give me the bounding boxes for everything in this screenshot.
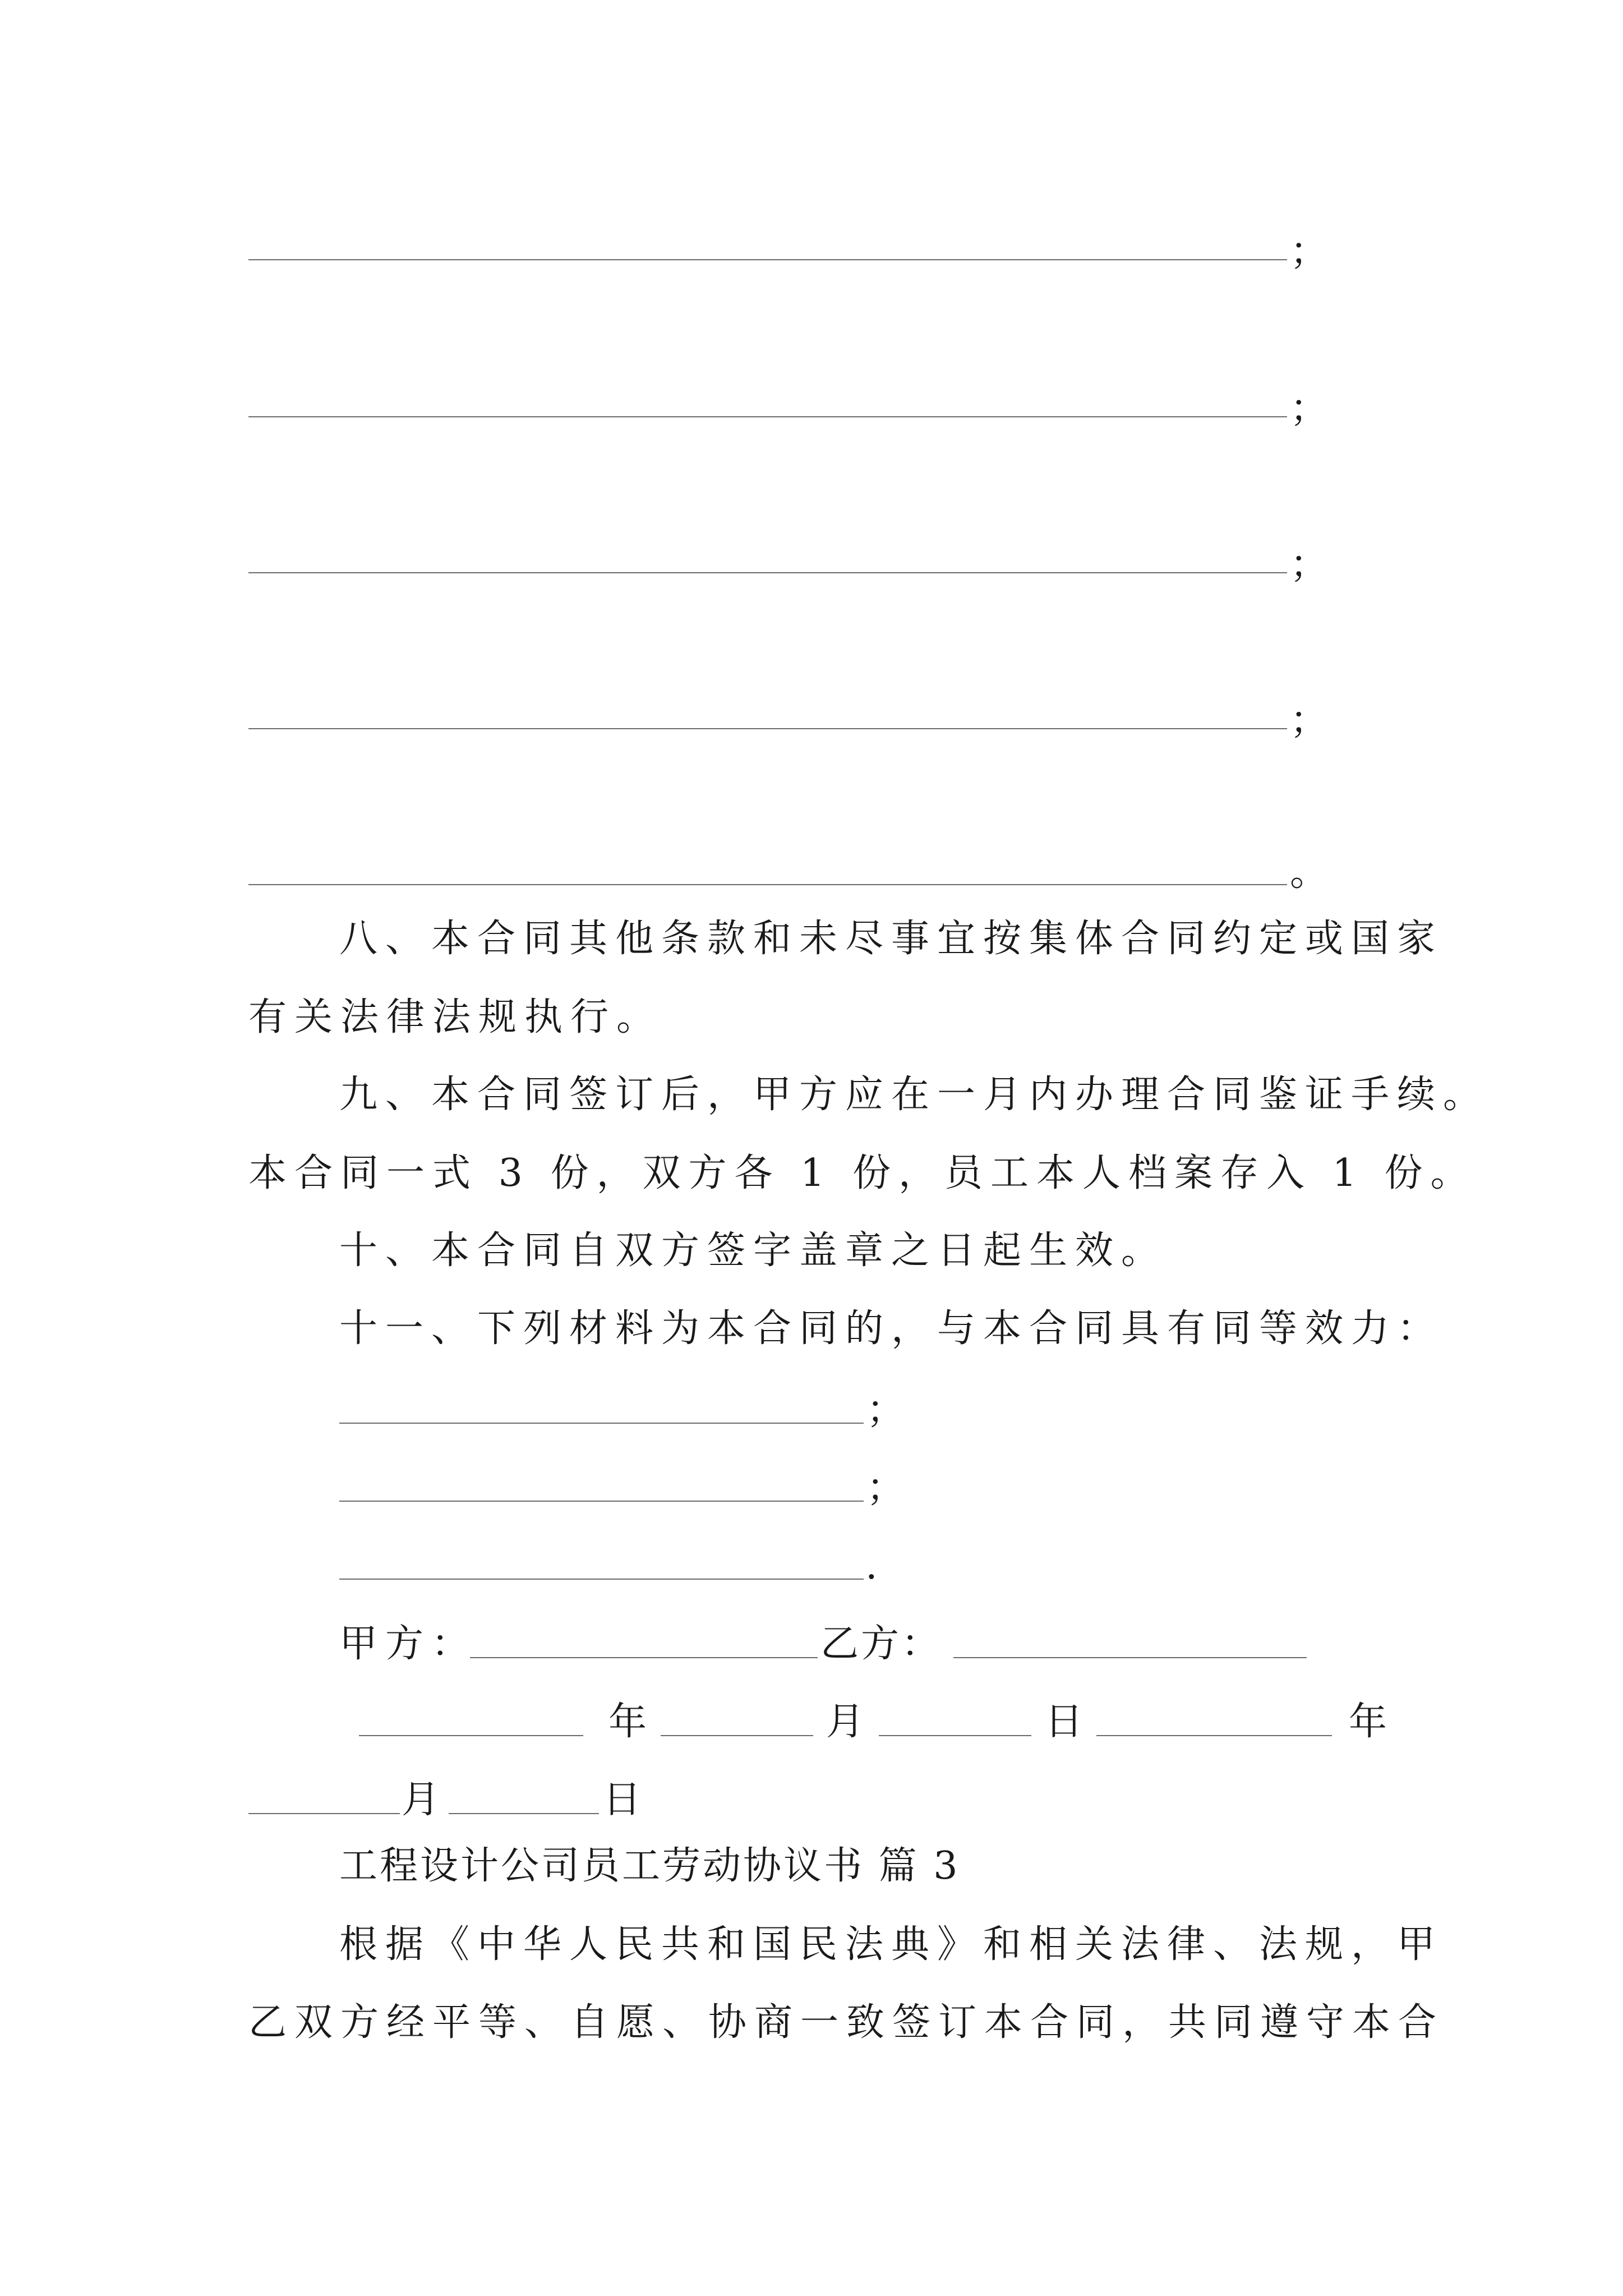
party-b-signature-line[interactable] [953,1657,1307,1658]
fill-line-2[interactable] [248,416,1287,417]
fill-line-3[interactable] [248,572,1287,573]
fill-line-4[interactable] [248,728,1287,729]
clause-9-line-2: 本合同一式 3 份，双方各 1 份，员工本人档案存入 1 份。 [248,1151,1477,1195]
party-a-day-label: 日 [1045,1700,1083,1744]
material-line-1-end: ； [866,1388,905,1432]
fill-line-5-end: 。 [1290,850,1329,895]
party-b-day-label: 日 [603,1778,642,1822]
party-b-month-label: 月 [402,1778,440,1822]
material-line-3-end: . [865,1544,878,1588]
party-b-day-line[interactable] [449,1813,599,1814]
fill-line-5[interactable] [248,884,1287,885]
party-a-day-line[interactable] [879,1735,1031,1736]
material-line-3[interactable] [339,1579,864,1580]
party-a-signature-line[interactable] [470,1657,818,1658]
clause-9-line-1: 九、本合同签订后，甲方应在一月内办理合同鉴证手续。 [339,1073,1490,1117]
party-a-label: 甲方： [339,1622,478,1666]
party-b-year-line[interactable] [1096,1735,1332,1736]
fill-line-1-end: ； [1290,229,1329,274]
party-a-year-line[interactable] [359,1735,583,1736]
party-a-year-label: 年 [608,1700,647,1744]
fill-line-4-end: ； [1290,698,1329,743]
material-line-2-end: ； [866,1466,905,1510]
party-b-month-line[interactable] [248,1813,400,1814]
section-heading: 工程设计公司员工劳动协议书 篇 3 [339,1844,960,1888]
intro-line-2: 乙双方经平等、自愿、协商一致签订本合同，共同遵守本合 [248,2000,1445,2045]
party-a-month-line[interactable] [661,1735,813,1736]
fill-line-3-end: ； [1290,542,1329,587]
material-line-2[interactable] [339,1501,864,1502]
fill-line-1[interactable] [248,259,1287,260]
clause-11: 十一、下列材料为本合同的，与本合同具有同等效力： [339,1306,1444,1351]
intro-line-1: 根据《中华人民共和国民法典》和相关法律、法规，甲 [339,1922,1444,1967]
fill-line-2-end: ； [1290,386,1329,431]
material-line-1[interactable] [339,1423,864,1424]
party-b-year-label: 年 [1349,1700,1387,1744]
clause-8-line-1: 八、本合同其他条款和未尽事宜按集体合同约定或国家 [339,917,1444,961]
party-b-label: 乙方： [820,1622,942,1666]
clause-10: 十、本合同自双方签字盖章之日起生效。 [339,1228,1168,1273]
party-a-month-label: 月 [826,1700,865,1744]
clause-8-line-2: 有关法律法规执行。 [248,995,663,1039]
